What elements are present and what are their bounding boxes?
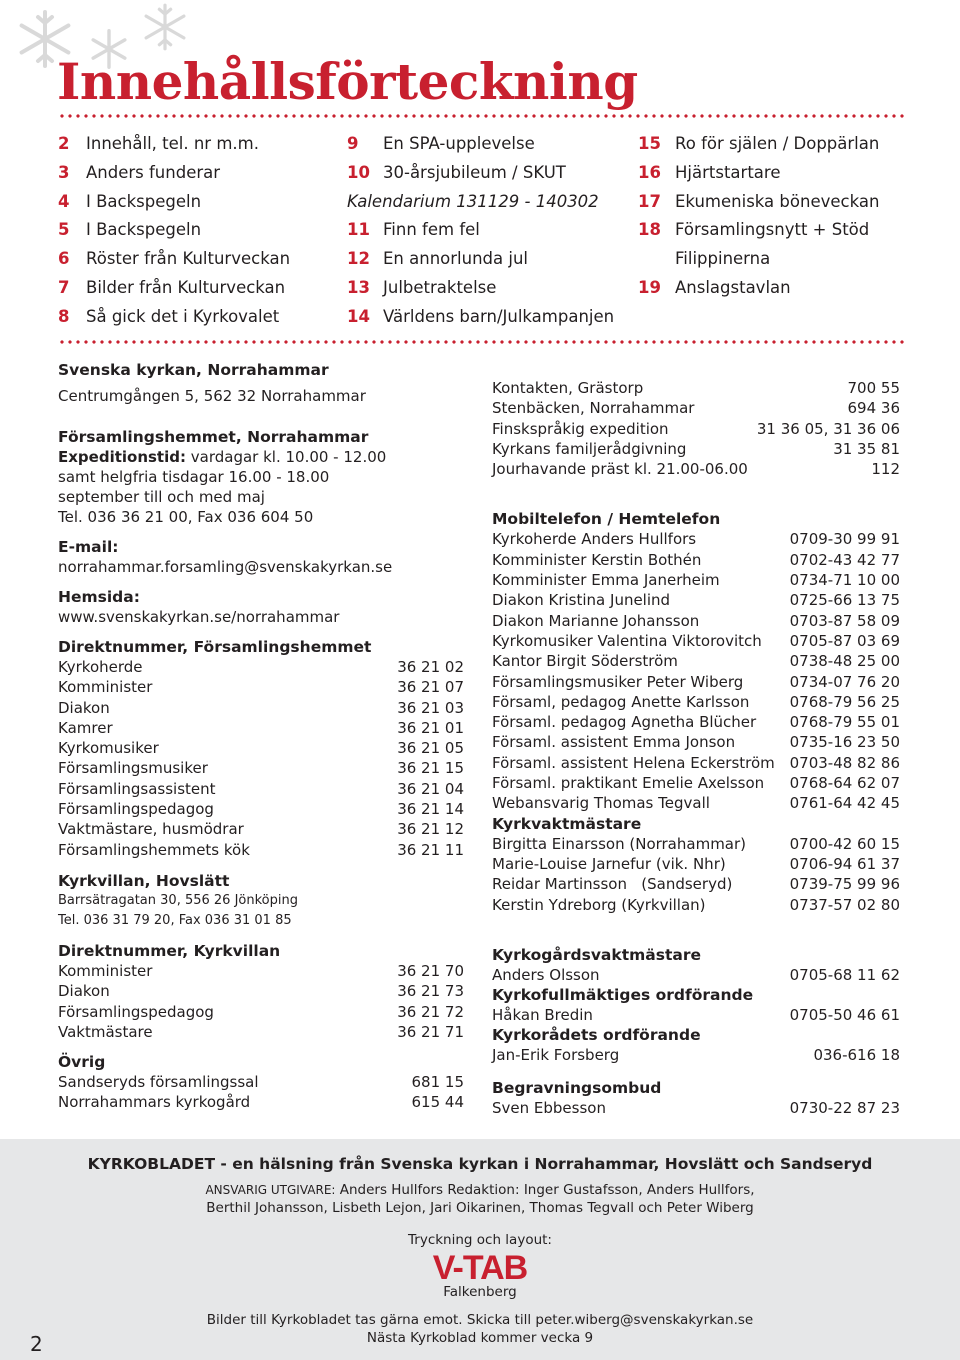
toc-item[interactable]: 17 Ekumeniska böneveckan xyxy=(638,191,880,211)
list-item: Webansvarig Thomas Tegvall 0761-64 42 45 xyxy=(492,794,900,813)
dotted-divider xyxy=(58,340,904,344)
toc-column-3 xyxy=(638,130,879,303)
mobile-list xyxy=(492,529,900,813)
hem-title: Församlingshemmet, Norrahammar xyxy=(58,428,369,446)
toc-item[interactable]: 8 Så gick det i Kyrkovalet xyxy=(58,306,280,326)
list-item: Församlingspedagog 36 21 14 xyxy=(58,800,464,819)
list-item: Församlingsmusiker 36 21 15 xyxy=(58,759,464,778)
list-item: Kyrkoherde Anders Hullfors 0709-30 99 91 xyxy=(492,530,900,549)
email-label: E-mail: xyxy=(58,538,119,556)
toc-item[interactable]: 15 Ro för själen / Doppärlan xyxy=(638,134,880,153)
toc-item-continued: Filippinerna xyxy=(675,249,771,269)
list-item: Diakon 36 21 73 xyxy=(58,982,464,1001)
vakt-list xyxy=(492,834,900,915)
toc-item[interactable]: 5 I Backspegeln xyxy=(58,220,202,240)
publisher-line: ANSVARIG UTGIVARE: Anders Hullfors Redaktion: Inger Gustafsson, Anders Hullfors, xyxy=(205,1182,755,1198)
toc-item[interactable]: 6 Röster från Kulturveckan xyxy=(58,249,291,269)
list-item: Komminister 36 21 70 xyxy=(58,961,464,980)
email-link[interactable]: norrahammar.forsamling@svenskakyrkan.se xyxy=(58,558,393,576)
gard-title: Kyrkogårdsvaktmästare xyxy=(492,945,701,964)
toc-item[interactable]: 7 Bilder från Kulturveckan xyxy=(58,277,286,297)
list-item: Komminister Emma Janerheim 0734-71 10 00 xyxy=(492,571,900,590)
toc-item[interactable]: 16 Hjärtstartare xyxy=(638,162,781,182)
list-item: Församlingsassistent 36 21 04 xyxy=(58,779,464,798)
direct1-title: Direktnummer, Församlingshemmet xyxy=(58,638,372,656)
list-item: Diakon Marianne Johansson 0703-87 58 09 xyxy=(492,611,900,630)
toc-item[interactable]: 2 Innehåll, tel. nr m.m. xyxy=(58,134,259,153)
mobile-title: Mobiltelefon / Hemtelefon xyxy=(492,510,721,529)
list-item: Diakon Kristina Junelind 0725-66 13 75 xyxy=(492,591,900,610)
direct1-list xyxy=(58,657,468,860)
ovrig-list xyxy=(58,1072,468,1113)
footer-title: KYRKOBLADET - en hälsning från Svenska kyrkan i Norrahammar, Hovslätt och Sandseryd xyxy=(87,1155,873,1173)
phone-fax: Tel. 036 36 21 00, Fax 036 604 50 xyxy=(58,508,314,526)
list-item: Jan-Erik Forsberg 036-616 18 xyxy=(492,1046,900,1065)
list-item: Reidar Martinsson (Sandseryd) 0739-75 99 96 xyxy=(492,875,900,894)
begr-title: Begravningsombud xyxy=(492,1078,662,1097)
list-item: Församl. pedagog Agnetha Blücher 0768-79 55 01 xyxy=(492,713,900,732)
list-item: Jourhavande präst kl. 21.00-06.00 112 xyxy=(492,460,900,479)
villan-phone: Tel. 036 31 79 20, Fax 036 31 01 85 xyxy=(58,912,292,928)
list-item: Kantor Birgit Söderström 0738-48 25 00 xyxy=(492,652,900,671)
list-item: Församlingsmusiker Peter Wiberg 0734-07 76 20 xyxy=(492,672,900,691)
villan-address: Barrsätragatan 30, 556 26 Jönköping xyxy=(58,892,298,908)
fullm-title: Kyrkofullmäktiges ordförande xyxy=(492,986,754,1005)
toc-item[interactable]: 10 30-årsjubileum / SKUT xyxy=(347,162,566,182)
toc-item[interactable]: 9 En SPA-upplevelse xyxy=(347,134,535,153)
list-item: Kyrkoherde 36 21 02 xyxy=(58,658,464,676)
toc-item[interactable]: 13 Julbetraktelse xyxy=(347,277,497,297)
direct2-title: Direktnummer, Kyrkvillan xyxy=(58,941,281,960)
list-item: Håkan Bredin 0705-50 46 61 xyxy=(492,1006,900,1025)
toc-item[interactable]: 14 Världens barn/Julkampanjen xyxy=(347,306,615,326)
vakt-title: Kyrkvaktmästare xyxy=(492,814,642,833)
org-name: Svenska kyrkan, Norrahammar xyxy=(58,361,329,379)
list-item: Kerstin Ydreborg (Kyrkvillan) 0737-57 02 80 xyxy=(492,895,900,914)
exp-hours-2: samt helgfria tisdagar 16.00 - 18.00 xyxy=(58,468,330,486)
list-item: Finskspråkig expedition 31 36 05, 31 36 06 xyxy=(492,419,900,438)
web-label: Hemsida: xyxy=(58,588,140,606)
list-item: Församl. praktikant Emelie Axelsson 0768-64 62 07 xyxy=(492,774,900,793)
radet-title: Kyrkorådets ordförande xyxy=(492,1026,701,1045)
list-item: Sven Ebbesson 0730-22 87 23 xyxy=(492,1098,900,1117)
next-issue: Nästa Kyrkoblad kommer vecka 9 xyxy=(366,1330,594,1346)
list-item: Komminister Kerstin Bothén 0702-43 42 77 xyxy=(492,550,900,569)
list-item: Komminister 36 21 07 xyxy=(58,678,464,697)
toc-item-kalendarium[interactable]: Kalendarium 131129 - 140302 xyxy=(347,191,599,211)
list-item: Marie-Louise Jarnefur (vik. Nhr) 0706-94 61 37 xyxy=(492,854,900,873)
exp-hours-3: september till och med maj xyxy=(58,488,265,506)
toc-item[interactable]: 3 Anders funderar xyxy=(58,162,221,182)
print-label: Tryckning och layout: xyxy=(408,1232,552,1248)
page-number: 2 xyxy=(30,1332,43,1356)
vtab-logo xyxy=(420,1249,540,1285)
ovrig-title: Övrig xyxy=(58,1053,106,1072)
contact-info-left xyxy=(58,360,468,1113)
contacts-list xyxy=(492,378,900,479)
list-item: Församl, pedagog Anette Karlsson 0768-79 56 25 xyxy=(492,692,900,711)
list-item: Kyrkomusiker 36 21 05 xyxy=(58,739,464,758)
list-item: Norrahammars kyrkogård 615 44 xyxy=(58,1093,464,1112)
web-link[interactable]: www.svenskakyrkan.se/norrahammar xyxy=(58,608,340,626)
toc-column-1 xyxy=(58,130,290,332)
contact-line: Bilder till Kyrkobladet tas gärna emot. Skicka till peter.wiberg@svenskakyrkan.se xyxy=(206,1312,754,1328)
list-item: Stenbäcken, Norrahammar 694 36 xyxy=(492,399,900,418)
toc-item[interactable]: 19 Anslagstavlan xyxy=(638,277,791,297)
direct2-list xyxy=(58,961,468,1042)
editors-line: Berthil Johansson, Lisbeth Lejon, Jari Oikarinen, Thomas Tegvall och Peter Wiberg xyxy=(206,1200,754,1216)
snowflake-icon xyxy=(140,2,190,52)
list-item: Församl. assistent Emma Jonson 0735-16 23 50 xyxy=(492,733,900,752)
list-item: Församl. assistent Helena Eckerström 0703-48 82 86 xyxy=(492,753,900,772)
exp-hours: Expeditionstid: vardagar kl. 10.00 - 12.00 xyxy=(58,448,387,466)
svg-text:V-TAB: V-TAB xyxy=(432,1249,528,1285)
org-address: Centrumgången 5, 562 32 Norrahammar xyxy=(58,387,366,405)
list-item: Kyrkomusiker Valentina Viktorovitch 0705-87 03 69 xyxy=(492,631,900,650)
list-item: Vaktmästare 36 21 71 xyxy=(58,1022,464,1041)
toc-item[interactable]: 18 Församlingsnytt + Stöd xyxy=(638,220,870,240)
villan-title: Kyrkvillan, Hovslätt xyxy=(58,871,230,890)
toc-column-2 xyxy=(347,130,614,332)
toc-item[interactable]: 4 I Backspegeln xyxy=(58,191,202,211)
dotted-divider xyxy=(58,114,904,118)
contact-info-right xyxy=(492,378,900,1118)
toc-item[interactable]: 11 Finn fem fel xyxy=(347,220,480,240)
list-item: Församlingshemmets kök 36 21 11 xyxy=(58,840,464,859)
list-item: Vaktmästare, husmödrar 36 21 12 xyxy=(58,820,464,839)
list-item: Kyrkans familjerådgivning 31 35 81 xyxy=(492,439,900,458)
footer xyxy=(0,1139,960,1360)
list-item: Sandseryds församlingssal 681 15 xyxy=(58,1073,464,1092)
list-item: Diakon 36 21 03 xyxy=(58,698,464,717)
page-title: Innehållsförteckning xyxy=(57,52,638,111)
list-item: Kamrer 36 21 01 xyxy=(58,718,464,737)
list-item: Församlingspedagog 36 21 72 xyxy=(58,1002,464,1021)
list-item: Kontakten, Grästorp 700 55 xyxy=(492,379,900,397)
list-item: Anders Olsson 0705-68 11 62 xyxy=(492,965,900,984)
logo-city: Falkenberg xyxy=(443,1284,517,1300)
toc-item[interactable]: 12 En annorlunda jul xyxy=(347,249,528,269)
list-item: Birgitta Einarsson (Norrahammar) 0700-42 60 15 xyxy=(492,834,900,853)
